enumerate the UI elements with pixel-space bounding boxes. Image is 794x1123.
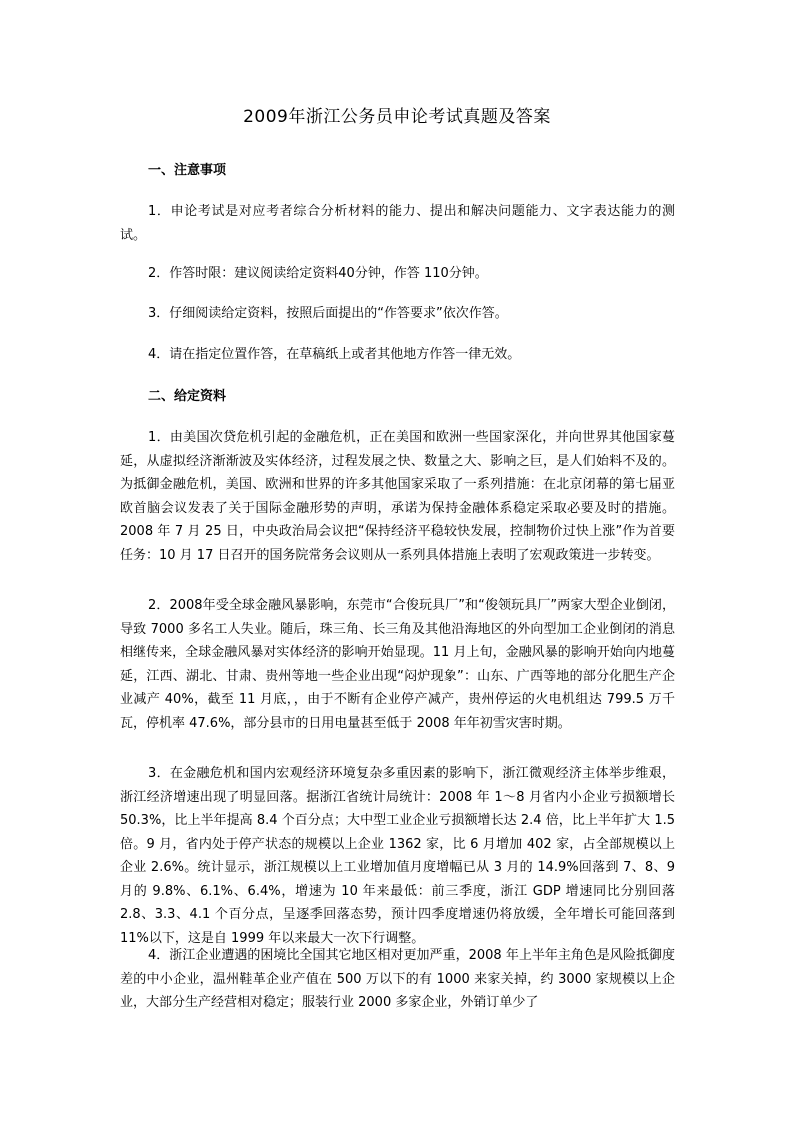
material-item-4: 4．浙江企业遭遇的困境比全国其它地区相对更加严重，2008 年上半年主角色是风险抵御度差的中小企业，温州鞋革企业产值在 500 万以下的有 1000 来家关掉，约 3000 家规模以上企业，大部分生产经营相对稳定；服装行业 2000 多家企业，外销订单少了 xyxy=(120,948,675,1010)
notes-item-4: 4．请在指定位置作答，在草稿纸上或者其他地方作答一律无效。 xyxy=(148,347,521,362)
material-item-3: 3．在金融危机和国内宏观经济环境复杂多重因素的影响下，浙江微观经济主体举步维艰，浙江经济增速出现了明显回落。据浙江省统计局统计：2008 年 1～8 月省内小企业亏损额增长 50.3%，比上半年提高 8.4 个百分点；大中型工业企业亏损额增长达 2.4 倍，比上半年扩大 1.5 倍。9 月，省内处于停产状态的规模以上企业 1362 家，比 6 月增加 402 家，占全部规模以上企业 2.6%。统计显示，浙江规模以上工业增加值月度增幅已从 3 月的 14.9%回落到 7、8、9 月的 9.8%、6.1%、6.4%，增速为 10 年来最低：前三季度，浙江 GDP 增速同比分别回落 2.8、3.3、4.1 个百分点，呈逐季回落态势，预计四季度增速仍将放缓，全年增长可能回落到 11%以下，这是自 1999 年以来最大一次下行调整。 xyxy=(120,766,675,946)
notes-item-3: 3．仔细阅读给定资料，按照后面提出的“作答要求”依次作答。 xyxy=(148,306,508,321)
document-title: 2009年浙江公务员申论考试真题及答案 xyxy=(243,107,551,127)
notes-item-1: 1．申论考试是对应考者综合分析材料的能力、提出和解决问题能力、文字表达能力的测试。 xyxy=(120,204,675,243)
material-item-1: 1．由美国次贷危机引起的金融危机，正在美国和欧洲一些国家深化，并向世界其他国家蔓延，从虚拟经济渐渐波及实体经济，过程发展之快、数量之大、影响之巨，是人们始料不及的。为抵御金融危机，美国、欧洲和世界的许多其他国家采取了一系列措施：在北京闭幕的第七届亚欧首脑会议发表了关于国际金融形势的声明，承诺为保持金融体系稳定采取必要及时的措施。2008 年 7 月 25 日，中央政治局会议把“保持经济平稳较快发展，控制物价过快上涨”作为首要任务：10 月 17 日召开的国务院常务会议则从一系列具体措施上表明了宏观政策进一步转变。 xyxy=(120,430,675,563)
section-heading-notes: 一、注意事项 xyxy=(148,163,227,178)
section-heading-materials: 二、给定资料 xyxy=(148,389,227,404)
material-item-2: 2．2008年受全球金融风暴影响，东莞市“合俊玩具厂”和“俊领玩具厂”两家大型企业倒闭，导致 7000 多名工人失业。随后，珠三角、长三角及其他沿海地区的外向型加工企业倒闭的消息相继传来，全球金融风暴对实体经济的影响开始显现。11 月上旬，金融风暴的影响开始向内地蔓延，江西、湖北、甘肃、贵州等地一些企业出现“闷炉现象”：山东、广西等地的部分化肥生产企业减产 40%，截至 11 月底，，由于不断有企业停产减产，贵州停运的火电机组达 799.5 万千瓦，停机率 47.6%，部分县市的日用电量甚至低于 2008 年年初雪灾害时期。 xyxy=(120,598,675,731)
notes-item-2: 2．作答时限：建议阅读给定资料40分钟，作答 110分钟。 xyxy=(148,266,488,281)
